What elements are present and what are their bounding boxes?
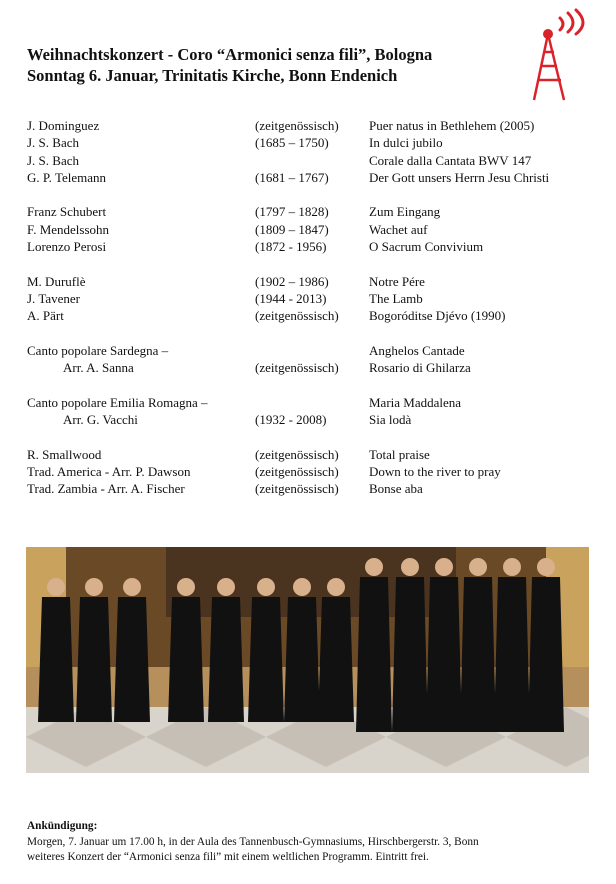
composer: J. S. Bach <box>27 135 79 151</box>
work-title: Rosario di Ghilarza <box>369 360 471 376</box>
program-row <box>27 238 597 255</box>
composer-dates: (1902 – 1986) <box>255 273 329 289</box>
work-title: Corale dalla Cantata BWV 147 <box>369 152 532 168</box>
header <box>27 44 527 86</box>
work-title: Down to the river to pray <box>369 463 501 479</box>
singer-body <box>284 597 320 722</box>
concert-title: Weihnachtskonzert - Coro “Armonici senza fili”, Bologna <box>27 45 433 64</box>
singer-head <box>327 578 345 596</box>
program-row <box>27 134 597 151</box>
program-row <box>27 463 597 480</box>
composer: Arr. A. Sanna <box>63 360 134 376</box>
composer: R. Smallwood <box>27 446 102 462</box>
composer: G. P. Telemann <box>27 169 107 185</box>
composer: A. Pärt <box>27 308 64 324</box>
singer-head <box>469 558 487 576</box>
concert-program <box>27 117 597 498</box>
singer-body <box>356 577 392 732</box>
singer-head <box>257 578 275 596</box>
composer: J. Dominguez <box>27 118 100 133</box>
composer-dates: (1797 – 1828) <box>255 204 329 220</box>
announcement <box>27 819 607 866</box>
work-title: Puer natus in Bethlehem (2005) <box>369 118 535 133</box>
work-title: Wachet auf <box>369 221 428 237</box>
composer: Arr. G. Vacchi <box>63 412 138 428</box>
composer-dates: (zeitgenössisch) <box>255 308 339 324</box>
work-title: Maria Maddalena <box>369 394 462 410</box>
concert-date-venue: Sonntag 6. Januar, Trinitatis Kirche, Bonn Endenich <box>27 66 398 85</box>
singer-body <box>208 597 244 722</box>
radio-antenna-logo <box>524 8 594 104</box>
announcement-line-2: weiteres Konzert der “Armonici senza fili” mit einem weltlichen Programm. Eintritt frei. <box>27 851 429 863</box>
singer-head <box>401 558 419 576</box>
composer-dates: (1932 - 2008) <box>255 412 327 428</box>
singer-body <box>494 577 530 732</box>
program-row <box>27 446 597 463</box>
announcement-title: Ankündigung: <box>27 820 98 832</box>
singer-head <box>177 578 195 596</box>
singer-head <box>47 578 65 596</box>
radio-antenna-icon <box>524 8 594 104</box>
work-title: Der Gott unsers Herrn Jesu Christi <box>369 169 550 185</box>
composer: F. Mendelssohn <box>27 221 110 237</box>
singer-body <box>114 597 150 722</box>
composer: M. Duruflè <box>27 273 86 289</box>
singer-body <box>248 597 284 722</box>
composer: Lorenzo Perosi <box>27 239 107 255</box>
composer: Canto popolare Emilia Romagna – <box>27 394 208 410</box>
composer-dates: (zeitgenössisch) <box>255 463 339 479</box>
singer-body <box>318 597 354 722</box>
composer-dates: (zeitgenössisch) <box>255 118 339 133</box>
singer-body <box>528 577 564 732</box>
composer: Canto popolare Sardegna – <box>27 342 169 358</box>
program-row <box>27 394 597 411</box>
program-row <box>27 273 597 290</box>
singer-head <box>123 578 141 596</box>
work-title: In dulci jubilo <box>369 135 443 151</box>
singer-head <box>217 578 235 596</box>
composer: Trad. Zambia - Arr. A. Fischer <box>27 481 185 497</box>
work-title: Notre Pére <box>369 273 425 289</box>
program-row <box>27 169 597 186</box>
composer: J. Tavener <box>27 290 80 306</box>
program-row <box>27 480 597 497</box>
composer-dates: (1872 - 1956) <box>255 239 327 255</box>
composer: Trad. America - Arr. P. Dawson <box>27 463 191 479</box>
singer-body <box>76 597 112 722</box>
work-title: O Sacrum Convivium <box>369 239 484 255</box>
program-row <box>27 117 597 134</box>
program-row <box>27 307 597 324</box>
program-row <box>27 359 597 376</box>
singer-head <box>365 558 383 576</box>
announcement-line-1: Morgen, 7. Januar um 17.00 h, in der Aula des Tannenbusch-Gymnasiums, Hirschbergerstr. 3, Bonn <box>27 835 479 848</box>
composer-dates: (1944 - 2013) <box>255 290 327 306</box>
singer-body <box>426 577 462 732</box>
singer-head <box>503 558 521 576</box>
composer-dates: (1809 – 1847) <box>255 221 329 237</box>
composer: J. S. Bach <box>27 152 79 168</box>
singer-body <box>38 597 74 722</box>
program-row <box>27 290 597 307</box>
composer: Franz Schubert <box>27 204 107 220</box>
choir-photo <box>26 547 589 773</box>
work-title: Bonse aba <box>369 481 423 497</box>
composer-dates: (zeitgenössisch) <box>255 360 339 376</box>
composer-dates: (1685 – 1750) <box>255 135 329 151</box>
singer-head <box>435 558 453 576</box>
work-title: The Lamb <box>369 290 423 306</box>
singer-head <box>293 578 311 596</box>
singer-body <box>168 597 204 722</box>
composer-dates: (1681 – 1767) <box>255 169 329 185</box>
program-row <box>27 411 597 428</box>
work-title: Bogoróditse Djévo (1990) <box>369 308 506 324</box>
singer-head <box>537 558 555 576</box>
singer-head <box>85 578 103 596</box>
work-title: Total praise <box>369 446 430 462</box>
program-row <box>27 152 597 169</box>
program-row <box>27 342 597 359</box>
work-title: Zum Eingang <box>369 204 441 220</box>
program-row <box>27 203 597 220</box>
composer-dates: (zeitgenössisch) <box>255 446 339 462</box>
composer-dates: (zeitgenössisch) <box>255 481 339 497</box>
program-row <box>27 221 597 238</box>
singer-body <box>460 577 496 732</box>
work-title: Sia lodà <box>369 412 412 428</box>
singer-body <box>392 577 428 732</box>
work-title: Anghelos Cantade <box>369 342 465 358</box>
